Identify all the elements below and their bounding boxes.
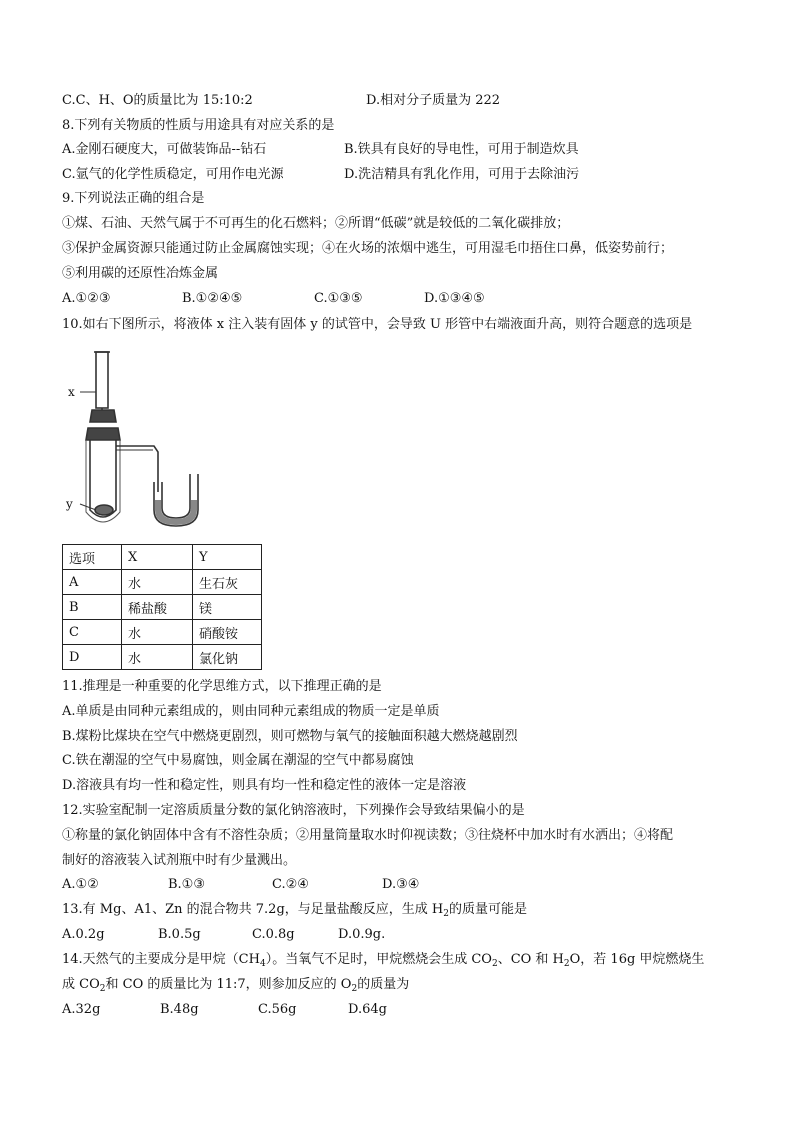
apparatus-diagram	[58, 342, 228, 532]
q9-option-a: A.①②③	[62, 291, 111, 306]
q11-option-a: A.单质是由同种元素组成的，则由同种元素组成的物质一定是单质	[62, 704, 440, 719]
q9-statement-line3: ⑤利用碳的还原性冶炼金属	[62, 266, 219, 281]
q14-stem-text: 14.天然气的主要成分是甲烷（CH	[62, 952, 260, 967]
q12-stem: 12.实验室配制一定溶质质量分数的氯化钠溶液时，下列操作会导致结果偏小的是	[62, 803, 525, 818]
table-cell: 水	[122, 645, 193, 670]
q10-options-table	[62, 544, 262, 670]
q13-stem-text: 的质量可能是	[448, 902, 527, 917]
q11-option-b: B.煤粉比煤块在空气中燃烧更剧烈，则可燃物与氧气的接触面积越大燃烧越剧烈	[62, 729, 518, 744]
subscript: 2	[99, 984, 106, 994]
q8-stem: 8.下列有关物质的性质与用途具有对应关系的是	[62, 118, 335, 133]
subscript: 4	[259, 959, 266, 969]
table-row	[63, 620, 262, 645]
q12-option-a: A.①②	[62, 877, 99, 892]
q9-stem: 9.下列说法正确的组合是	[62, 191, 205, 206]
dropping-funnel	[96, 352, 108, 408]
table-row	[63, 570, 262, 595]
table-cell: 镁	[193, 595, 262, 620]
q14-stem-text: ）。当氧气不足时，甲烷燃烧会生成 CO	[265, 952, 492, 967]
q12-option-c: C.②④	[272, 877, 309, 892]
q14-stem-line1	[62, 951, 704, 969]
table-header-cell: X	[122, 545, 193, 570]
q9-statement-line1: ①煤、石油、天然气属于不可再生的化石燃料；②所谓“低碳”就是较低的二氧化碳排放；	[62, 216, 570, 231]
q11-option-c: C.铁在潮湿的空气中易腐蚀，则金属在潮湿的空气中都易腐蚀	[62, 753, 414, 768]
q8-option-d: D.洗洁精具有乳化作用，可用于去除油污	[344, 167, 580, 182]
q13-stem-text: 13.有 Mg、A1、Zn 的混合物共 7.2g，与足量盐酸反应，生成 H	[62, 902, 444, 917]
q12-option-b: B.①③	[168, 877, 205, 892]
table-cell: D	[63, 645, 122, 670]
q7-option-c: C.C、H、O的质量比为 15:10:2	[62, 93, 253, 108]
q14-option-a: A.32g	[62, 1002, 101, 1017]
q13-stem	[62, 901, 527, 919]
table-header-cell: Y	[193, 545, 262, 570]
subscript: 2	[351, 984, 358, 994]
q14-stem-text: 的质量为	[357, 977, 410, 992]
q14-stem-line2	[62, 976, 409, 994]
q9-option-b: B.①②④⑤	[182, 291, 243, 306]
table-cell: 稀盐酸	[122, 595, 193, 620]
q14-stem-text: O，若 16g 甲烷燃烧生	[569, 952, 705, 967]
table-cell: 水	[122, 620, 193, 645]
q13-option-b: B.0.5g	[158, 927, 201, 942]
q8-option-b: B.铁具有良好的导电性，可用于制造炊具	[344, 142, 579, 157]
table-cell: A	[63, 570, 122, 595]
label-y: y	[66, 497, 73, 511]
table-cell: 氯化钠	[193, 645, 262, 670]
solid-y	[95, 505, 113, 515]
table-cell: B	[63, 595, 122, 620]
q9-statement-line2: ③保护金属资源只能通过防止金属腐蚀实现；④在火场的浓烟中逃生，可用湿毛巾捂住口鼻，低姿势前行；	[62, 241, 674, 256]
q8-option-a: A.金刚石硬度大，可做装饰品--钻石	[62, 142, 267, 157]
subscript: 2	[491, 959, 498, 969]
q13-option-a: A.0.2g	[62, 927, 105, 942]
table-header-cell: 选项	[63, 545, 122, 570]
q12-statement-line1: ①称量的氯化钠固体中含有不溶性杂质；②用量筒量取水时仰视读数；③往烧杯中加水时有水洒出；④将配	[62, 828, 674, 843]
table-cell: 水	[122, 570, 193, 595]
q7-option-d: D.相对分子质量为 222	[366, 93, 501, 108]
subscript: 2	[563, 959, 570, 969]
q14-option-b: B.48g	[160, 1002, 199, 1017]
q14-stem-text: 成 CO	[62, 977, 100, 992]
table-header-row	[63, 545, 262, 570]
q14-stem-text: 和 CO 的质量比为 11:7，则参加反应的 O	[105, 977, 352, 992]
q11-option-d: D.溶液具有均一性和稳定性，则具有均一性和稳定性的液体一定是溶液	[62, 778, 467, 793]
q14-option-d: D.64g	[348, 1002, 387, 1017]
table-row	[63, 645, 262, 670]
label-x: x	[68, 385, 75, 399]
q10-stem: 10.如右下图所示，将液体 x 注入装有固体 y 的试管中，会导致 U 形管中右端液面升高，则符合题意的选项是	[62, 317, 693, 332]
q8-option-c: C.氩气的化学性质稳定，可用作电光源	[62, 167, 284, 182]
subscript: 2	[443, 909, 449, 919]
q14-option-c: C.56g	[258, 1002, 297, 1017]
table-cell: C	[63, 620, 122, 645]
q11-stem: 11.推理是一种重要的化学思维方式，以下推理正确的是	[62, 679, 382, 694]
delivery-tube	[116, 446, 158, 492]
q12-option-d: D.③④	[382, 877, 420, 892]
q9-option-d: D.①③④⑤	[424, 291, 485, 306]
q13-option-c: C.0.8g	[252, 927, 295, 942]
table-cell: 生石灰	[193, 570, 262, 595]
q9-option-c: C.①③⑤	[314, 291, 363, 306]
table-row	[63, 595, 262, 620]
q13-option-d: D.0.9g.	[338, 927, 386, 942]
q14-stem-text: 、CO 和 H	[497, 952, 564, 967]
q12-statement-line2: 制好的溶液装入试剂瓶中时有少量溅出。	[62, 853, 297, 868]
rubber-stopper	[90, 410, 116, 422]
table-cell: 硝酸铵	[193, 620, 262, 645]
